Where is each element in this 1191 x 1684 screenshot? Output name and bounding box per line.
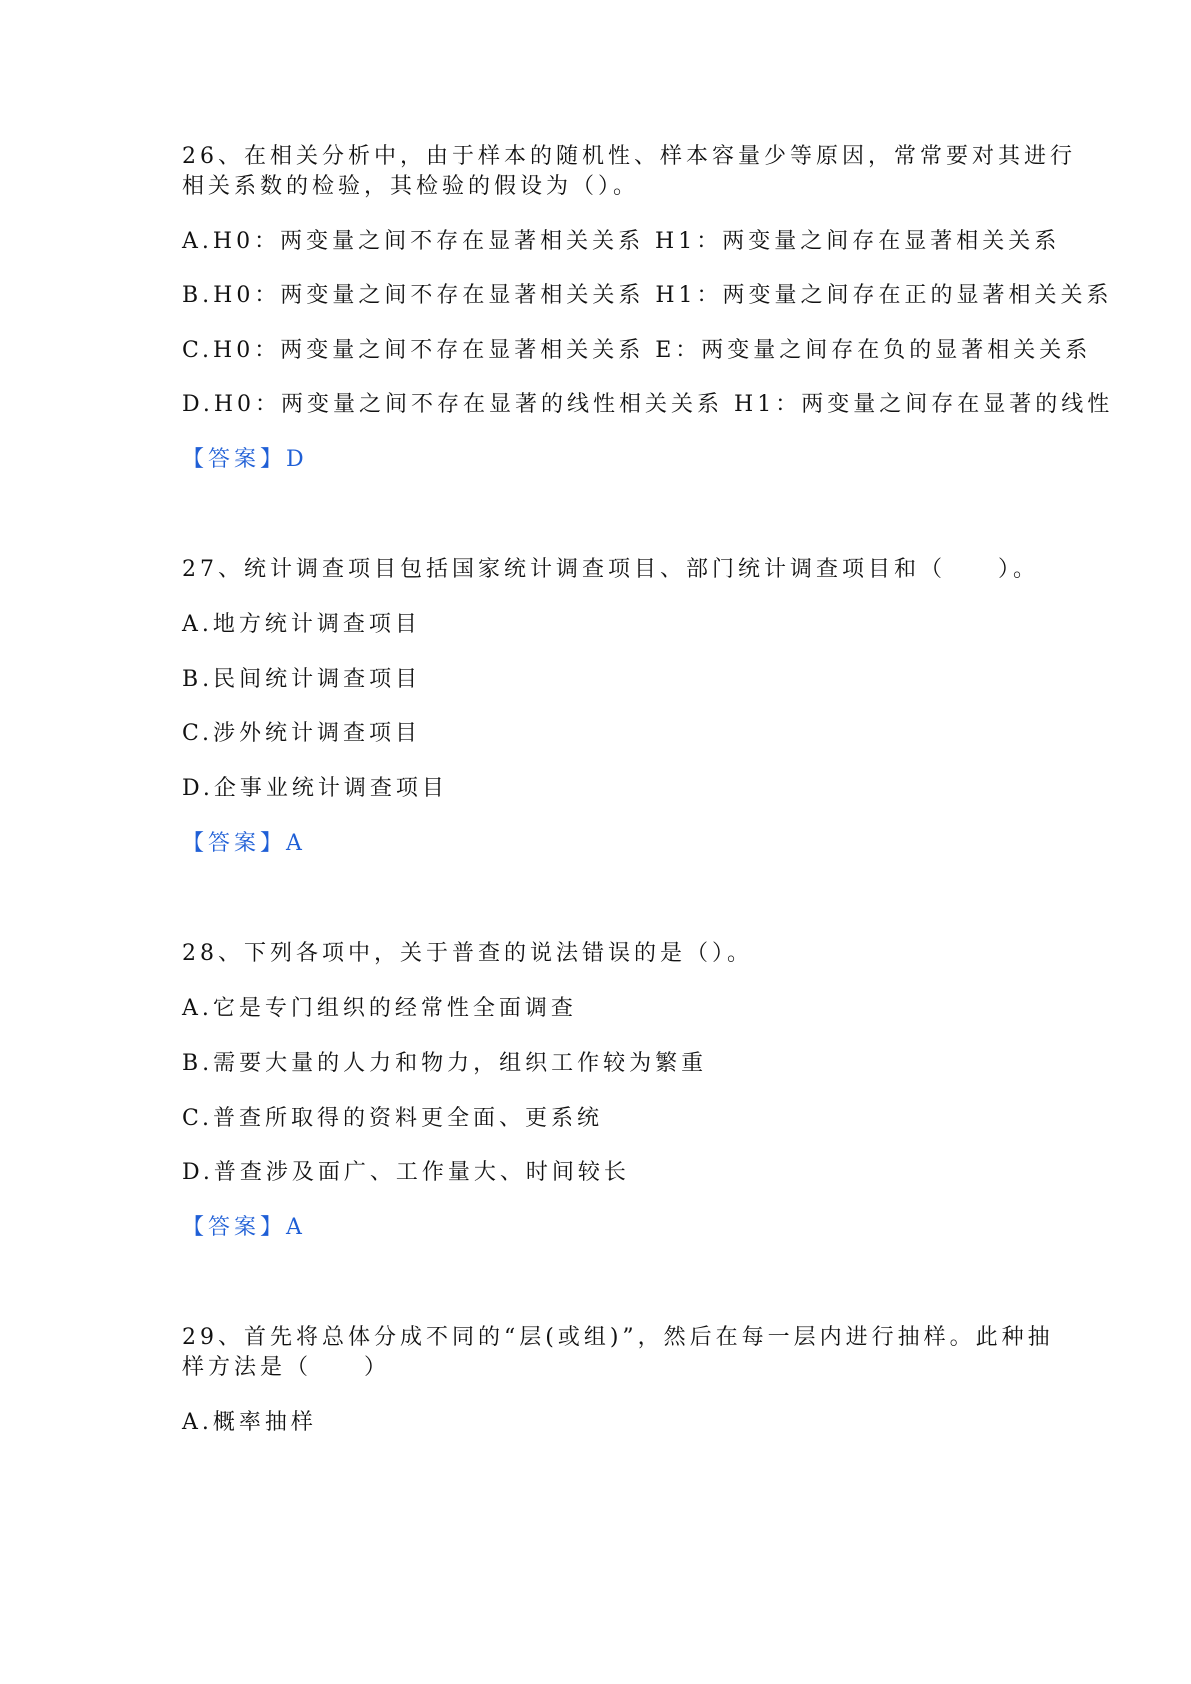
question-28-answer: 【答案】A — [182, 1215, 306, 1240]
question-28-option-b: B.需要大量的人力和物力，组织工作较为繁重 — [182, 1051, 708, 1076]
question-29-option-a: A.概率抽样 — [182, 1410, 317, 1435]
question-29-stem-line-2: 样方法是（ ） — [182, 1355, 391, 1380]
question-26-option-b: B.H0：两变量之间不存在显著相关关系 H1：两变量之间存在正的显著相关关系 — [182, 283, 1113, 308]
question-26-option-d: D.H0：两变量之间不存在显著的线性相关关系 H1：两变量之间存在显著的线性 — [182, 392, 1114, 417]
question-26-stem-line-1: 26、在相关分析中，由于样本的随机性、样本容量少等原因，常常要对其进行 — [182, 144, 1076, 169]
question-27-option-a: A.地方统计调查项目 — [182, 612, 421, 637]
question-28-option-a: A.它是专门组织的经常性全面调查 — [182, 996, 577, 1021]
question-27-stem-line-1: 27、统计调查项目包括国家统计调查项目、部门统计调查项目和（ ）。 — [182, 557, 1039, 582]
question-28-option-c: C.普查所取得的资料更全面、更系统 — [182, 1106, 604, 1131]
question-27-option-b: B.民间统计调查项目 — [182, 667, 422, 692]
question-26-option-a: A.H0：两变量之间不存在显著相关关系 H1：两变量之间存在显著相关关系 — [182, 229, 1061, 254]
question-27-option-d: D.企事业统计调查项目 — [182, 776, 448, 801]
question-27-answer: 【答案】A — [182, 831, 306, 856]
question-26-stem-line-2: 相关系数的检验，其检验的假设为（）。 — [182, 174, 640, 199]
question-28-option-d: D.普查涉及面广、工作量大、时间较长 — [182, 1160, 630, 1185]
question-29-stem-line-1: 29、首先将总体分成不同的“层(或组)”，然后在每一层内进行抽样。此种抽 — [182, 1325, 1054, 1350]
question-27-option-c: C.涉外统计调查项目 — [182, 721, 422, 746]
question-26-option-c: C.H0：两变量之间不存在显著相关关系 E：两变量之间存在负的显著相关关系 — [182, 338, 1092, 363]
question-26-answer: 【答案】D — [182, 447, 308, 472]
question-28-stem-line-1: 28、下列各项中，关于普查的说法错误的是（）。 — [182, 941, 753, 966]
